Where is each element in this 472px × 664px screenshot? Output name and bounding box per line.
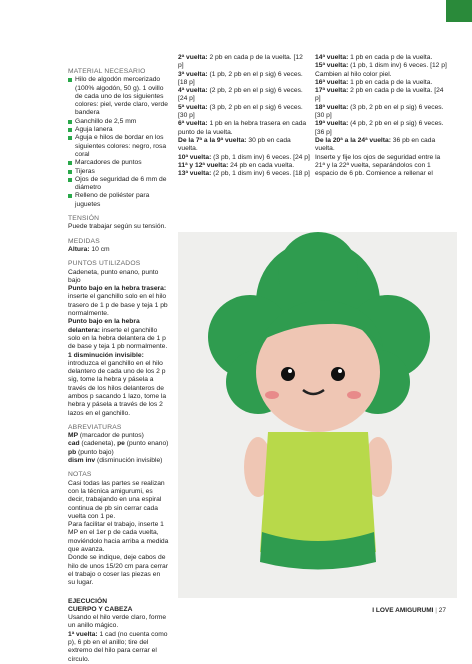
round-instruction: 18ª vuelta: (3 pb, 2 pb en el p sig) 6 veces. [30 p] [315, 103, 444, 120]
footer-brand: I LOVE AMIGURUMI [372, 607, 434, 614]
stitches-line1: Cadeneta, punto enano, punto bajo [68, 268, 159, 284]
round-instruction: 6ª vuelta: 1 pb en la hebra trasera en cada punto de la vuelta. [178, 120, 307, 136]
doll-right-eye [331, 367, 345, 381]
round-instruction: 16ª vuelta: 1 pb en cada p de la vuelta. [315, 78, 433, 86]
abbreviation-item: pb (punto bajo) [68, 448, 114, 456]
material-item: Aguja e hilos de bordar en los siguientes colores: negro, rosa coral [68, 134, 169, 159]
round-instruction: 19ª vuelta: (4 pb, 2 pb en el p sig) 6 veces. [36 p] [315, 120, 444, 136]
bullet-square-icon [68, 136, 72, 140]
round-instruction: 11ª y 12ª vuelta: 24 pb en cada vuelta. [178, 161, 295, 169]
round-instruction: 3ª vuelta: (1 pb, 2 pb en el p sig) 6 veces. [18 p] [178, 70, 303, 86]
round-instruction: 17ª vuelta: 2 pb en cada p de la vuelta. [24 p] [315, 87, 444, 103]
material-item: Marcadores de puntos [68, 159, 169, 167]
material-item: Tijeras [68, 168, 169, 176]
tension-heading: TENSIÓN [68, 215, 100, 223]
round-instruction: De la 7ª a la 9ª vuelta: 30 pb en cada vuelta. [178, 136, 291, 153]
right-column [315, 54, 447, 178]
round-instruction: 4ª vuelta: (2 pb, 2 pb en el p sig) 6 veces. [24 p] [178, 87, 303, 103]
stitch-definition: Punto bajo en la hebra trasera: inserte el ganchillo solo en el hilo trasero de 1 p de base y teja 1 pb normalmente. [68, 285, 168, 318]
measures-heading: MEDIDAS [68, 237, 100, 245]
corner-tab [446, 0, 472, 22]
doll-left-eye [281, 367, 295, 381]
abbreviation-item: MP (marcador de puntos) [68, 432, 144, 440]
material-item: Relleno de poliéster para juguetes [68, 192, 169, 209]
execution-intro: Usando el hilo verde claro, forme un anillo mágico. [68, 614, 167, 630]
page-number: 27 [438, 607, 446, 614]
execution-heading: EJECUCIÓN [68, 597, 108, 605]
bullet-square-icon [68, 194, 72, 198]
execution-subtitle: CUERPO Y CABEZA [68, 605, 133, 613]
tension-text: Puede trabajar según su tensión. [68, 223, 167, 231]
page-footer: I LOVE AMIGURUMI | 27 [372, 607, 446, 614]
doll-blush-left [265, 391, 279, 399]
bullet-square-icon [68, 161, 72, 165]
note-paragraph: Para facilitar el trabajo, inserte 1 MP en el 1er p de cada vuelta, moviéndolo hacia arriba a medida que avanza. [68, 521, 169, 554]
left-column [68, 68, 169, 664]
round-instruction: 15ª vuelta: (1 pb, 1 dism inv) 6 veces. [12 p] Cambien al hilo color piel. [315, 62, 447, 78]
round-instruction: De la 20ª a la 24ª vuelta: 36 pb en cada vuelta. [315, 136, 436, 153]
materials-heading: MATERIAL NECESARIO [68, 68, 146, 75]
round-instruction: 2ª vuelta: 2 pb en cada p de la vuelta. [12 p] [178, 54, 303, 70]
stitch-definition: 1 disminución invisible: introduzca el ganchillo en el hilo delantero de cada uno de los 2 p sig, tome la hebra y pásela a través de los hilos delanteros de ambos p sacando 1 lazo, tome la hebra y pásela a través de los 2 lazos en el ganchillo. [68, 351, 167, 417]
abbreviation-item: dism inv (disminución invisible) [68, 457, 163, 465]
middle-column [178, 54, 310, 178]
notes-heading: NOTAS [68, 471, 92, 479]
measures-line: Altura: 10 cm [68, 245, 110, 253]
round-instruction: 14ª vuelta: 1 pb en cada p de la vuelta. [315, 54, 433, 61]
note-paragraph: Casi todas las partes se realizan con la técnica amigurumi, es decir, trabajando en una espiral continua de pb sin cerrar cada vuelta con 1 pe. [68, 479, 165, 520]
material-item: Ojos de seguridad de 6 mm de diámetro [68, 176, 169, 193]
execution-round1: 1ª vuelta: 1 cad (no cuenta como p), 6 pb en el anillo; tire del extremo del hilo para cerrar el círculo. [68, 630, 168, 663]
amigurumi-doll-illustration [178, 232, 457, 598]
note-paragraph: Donde se indique, deje cabos de hilo de unos 15/20 cm para cerrar el trabajo o coser las piezas en su lugar. [68, 554, 168, 587]
abbreviations-list [68, 432, 169, 465]
stitches-list [68, 285, 169, 418]
right-tail-text: Inserte y fije los ojos de seguridad entre la 21ª y la 22ª vuelta, separándolos con 1 espacio de 6 pb. Comience a rellenar el [315, 153, 441, 178]
amigurumi-photo [178, 232, 457, 598]
bullet-square-icon [68, 128, 72, 132]
notes-list [68, 480, 169, 588]
round-instruction: 5ª vuelta: (3 pb, 2 pb en el p sig) 6 veces. [30 p] [178, 103, 303, 120]
bullet-square-icon [68, 120, 72, 124]
doll-blush-right [347, 391, 361, 399]
round-instruction: 13ª vuelta: (2 pb, 1 dism inv) 6 veces. [18 p] [178, 170, 310, 178]
bullet-square-icon [68, 178, 72, 182]
round-instruction: 10ª vuelta: (3 pb, 1 dism inv) 6 veces. [24 p] [178, 153, 310, 161]
bullet-square-icon [68, 170, 72, 174]
right-rounds [315, 54, 447, 154]
materials-list [68, 76, 169, 209]
material-item: Aguja lanera [68, 126, 169, 134]
bullet-square-icon [68, 78, 72, 82]
abbreviation-item: cad (cadeneta), pe (punto enano) [68, 440, 169, 448]
material-item: Hilo de algodón mercerizado (100% algodón, 50 g). 1 ovillo de cada uno de los siguientes colores: piel, verde claro, verde bandera [68, 76, 169, 117]
abbreviations-heading: ABREVIATURAS [68, 423, 122, 431]
material-item: Ganchillo de 2,5 mm [68, 118, 169, 126]
stitch-definition: Punto bajo en la hebra delantera: inserte el ganchillo solo en la hebra delantera de 1 p de base y teja 1 pb normalmente. [68, 318, 168, 351]
stitches-heading: PUNTOS UTILIZADOS [68, 260, 141, 268]
